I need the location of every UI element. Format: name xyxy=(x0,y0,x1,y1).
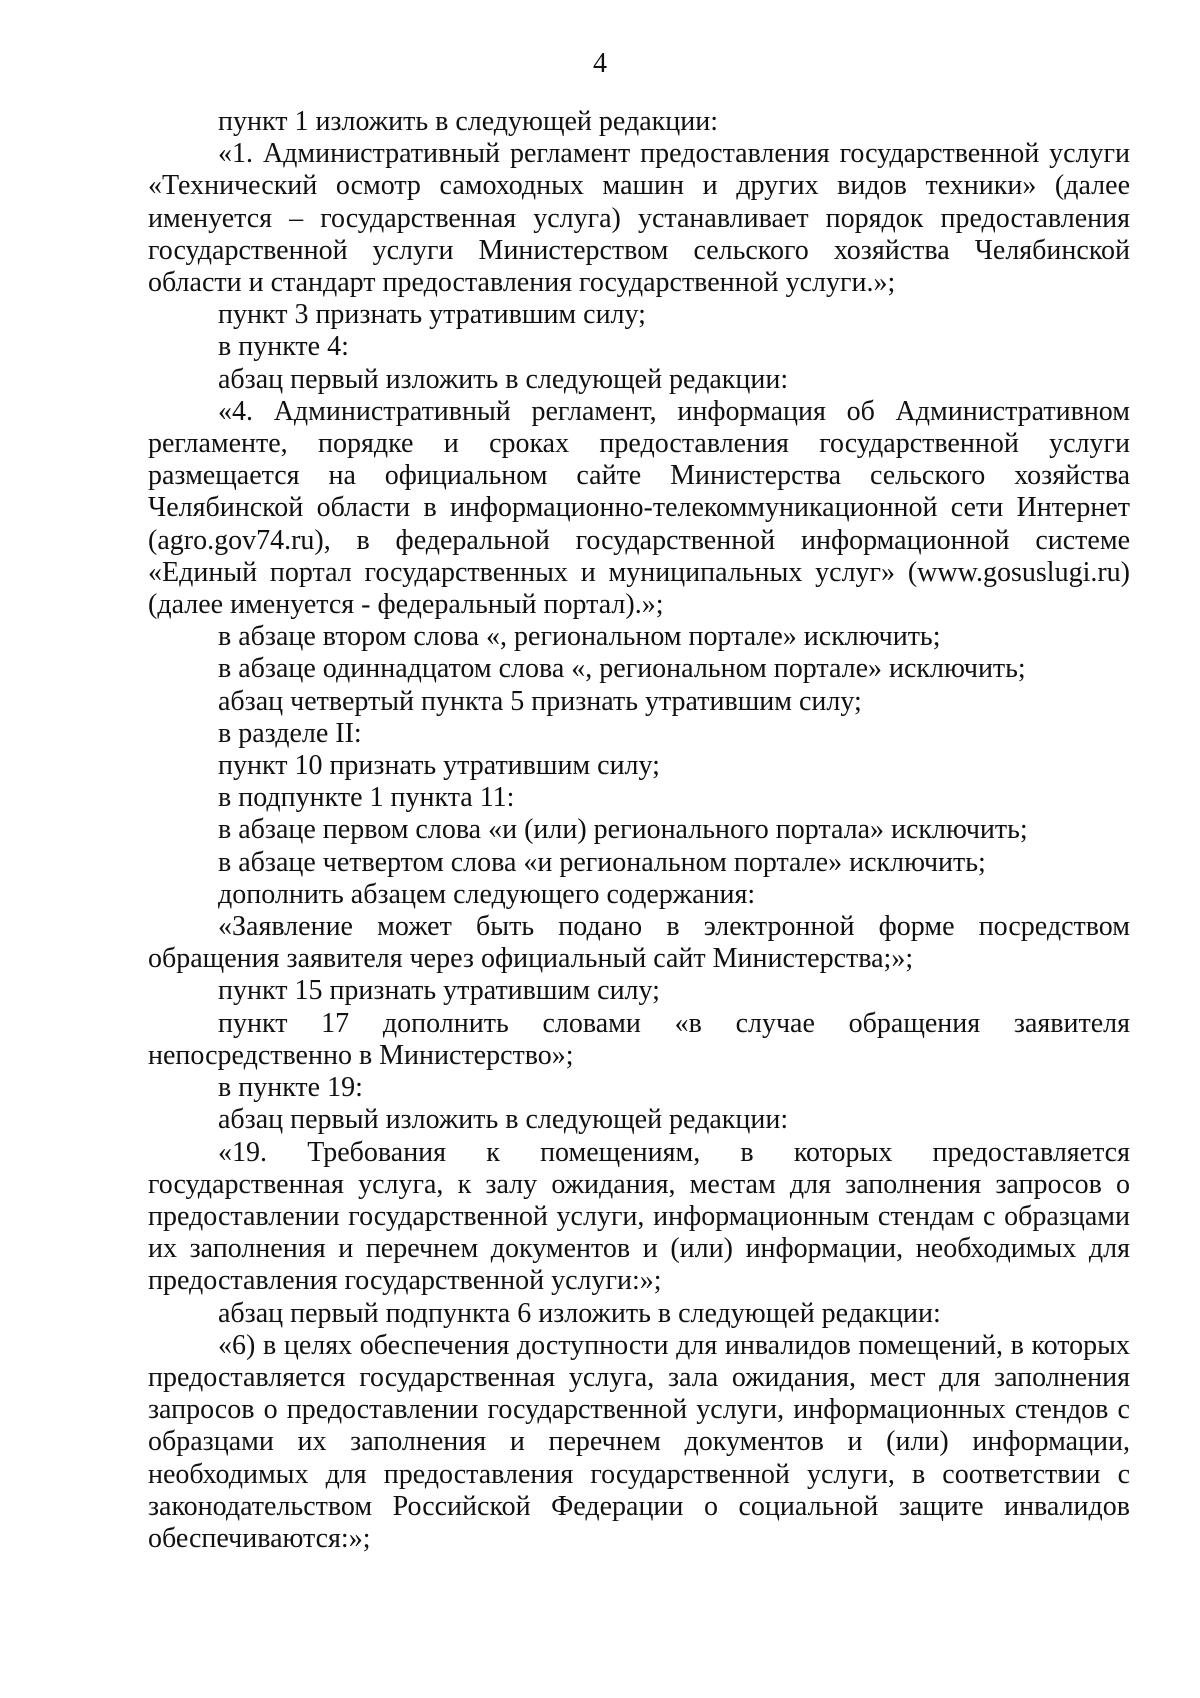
paragraph: в абзаце втором слова «, региональном портале» исключить; xyxy=(218,621,941,653)
paragraph: абзац первый изложить в следующей редакции: xyxy=(218,1104,789,1136)
paragraph: в пункте 19: xyxy=(218,1072,363,1104)
paragraph: в абзаце четвертом слова «и региональном портале» исключить; xyxy=(218,846,986,878)
paragraph: пункт 10 признать утратившим силу; xyxy=(218,750,660,782)
paragraph: «6) в целях обеспечения доступности для инвалидов помещений, в которых предоставляется государственная услуга, зала ожидания, мест для заполнения запросов о предоставлении государственной услуги, информационных стендов с образцами их заполнения и перечнем документов и (или) информации, необходимых для предоставления государственной услуги, в соответствии с законодательством Российской Федерации о социальной защите инвалидов обеспечиваются:»; xyxy=(148,1329,1130,1554)
paragraph: в подпункте 1 пункта 11: xyxy=(218,782,515,814)
paragraph: «19. Требования к помещениям, в которых предоставляется государственная услуга, к залу ожидания, местам для заполнения запросов о предоставлении государственной услуги, информационным стендам с образцами их заполнения и перечнем документов и (или) информации, необходимых для предоставления государственной услуги:»; xyxy=(148,1136,1130,1297)
document-body xyxy=(148,106,1130,1555)
paragraph: пункт 1 изложить в следующей редакции: xyxy=(218,106,718,137)
paragraph: дополнить абзацем следующего содержания: xyxy=(218,878,756,910)
paragraph: абзац первый изложить в следующей редакции: xyxy=(218,363,789,395)
paragraph: пункт 15 признать утратившим силу; xyxy=(218,975,660,1007)
page-number: 4 xyxy=(593,48,607,79)
paragraph: «Заявление может быть подано в электронной форме посредством обращения заявителя через официальный сайт Министерства;»; xyxy=(148,911,1130,975)
paragraph: в разделе II: xyxy=(218,717,362,749)
paragraph: «4. Административный регламент, информация об Административном регламенте, порядке и сроках предоставления государственной услуги размещается на официальном сайте Министерства сельского хозяйства Челябинской области в информационно-телекоммуникационной сети Интернет (agro.gov74.ru), в федеральной государственной информационной системе «Единый портал государственных и муниципальных услуг» (www.gosuslugi.ru) (далее именуется - федеральный портал).»; xyxy=(148,395,1130,621)
paragraph: абзац первый подпункта 6 изложить в следующей редакции: xyxy=(218,1297,941,1329)
paragraph: «1. Административный регламент предоставления государственной услуги «Технический осмотр самоходных машин и других видов техники» (далее именуется – государственная услуга) устанавливает порядок предоставления государственной услуги Министерством сельского хозяйства Челябинской области и стандарт предоставления государственной услуги.»; xyxy=(148,138,1130,299)
paragraph: в пункте 4: xyxy=(218,331,349,363)
paragraph: пункт 17 дополнить словами «в случае обращения заявителя непосредственно в Министерство»; xyxy=(148,1007,1130,1071)
paragraph: в абзаце первом слова «и (или) регионального портала» исключить; xyxy=(218,814,1028,846)
paragraph: абзац четвертый пункта 5 признать утратившим силу; xyxy=(218,685,862,717)
paragraph: в абзаце одиннадцатом слова «, региональном портале» исключить; xyxy=(218,653,1026,685)
paragraph: пункт 3 признать утратившим силу; xyxy=(218,299,646,331)
